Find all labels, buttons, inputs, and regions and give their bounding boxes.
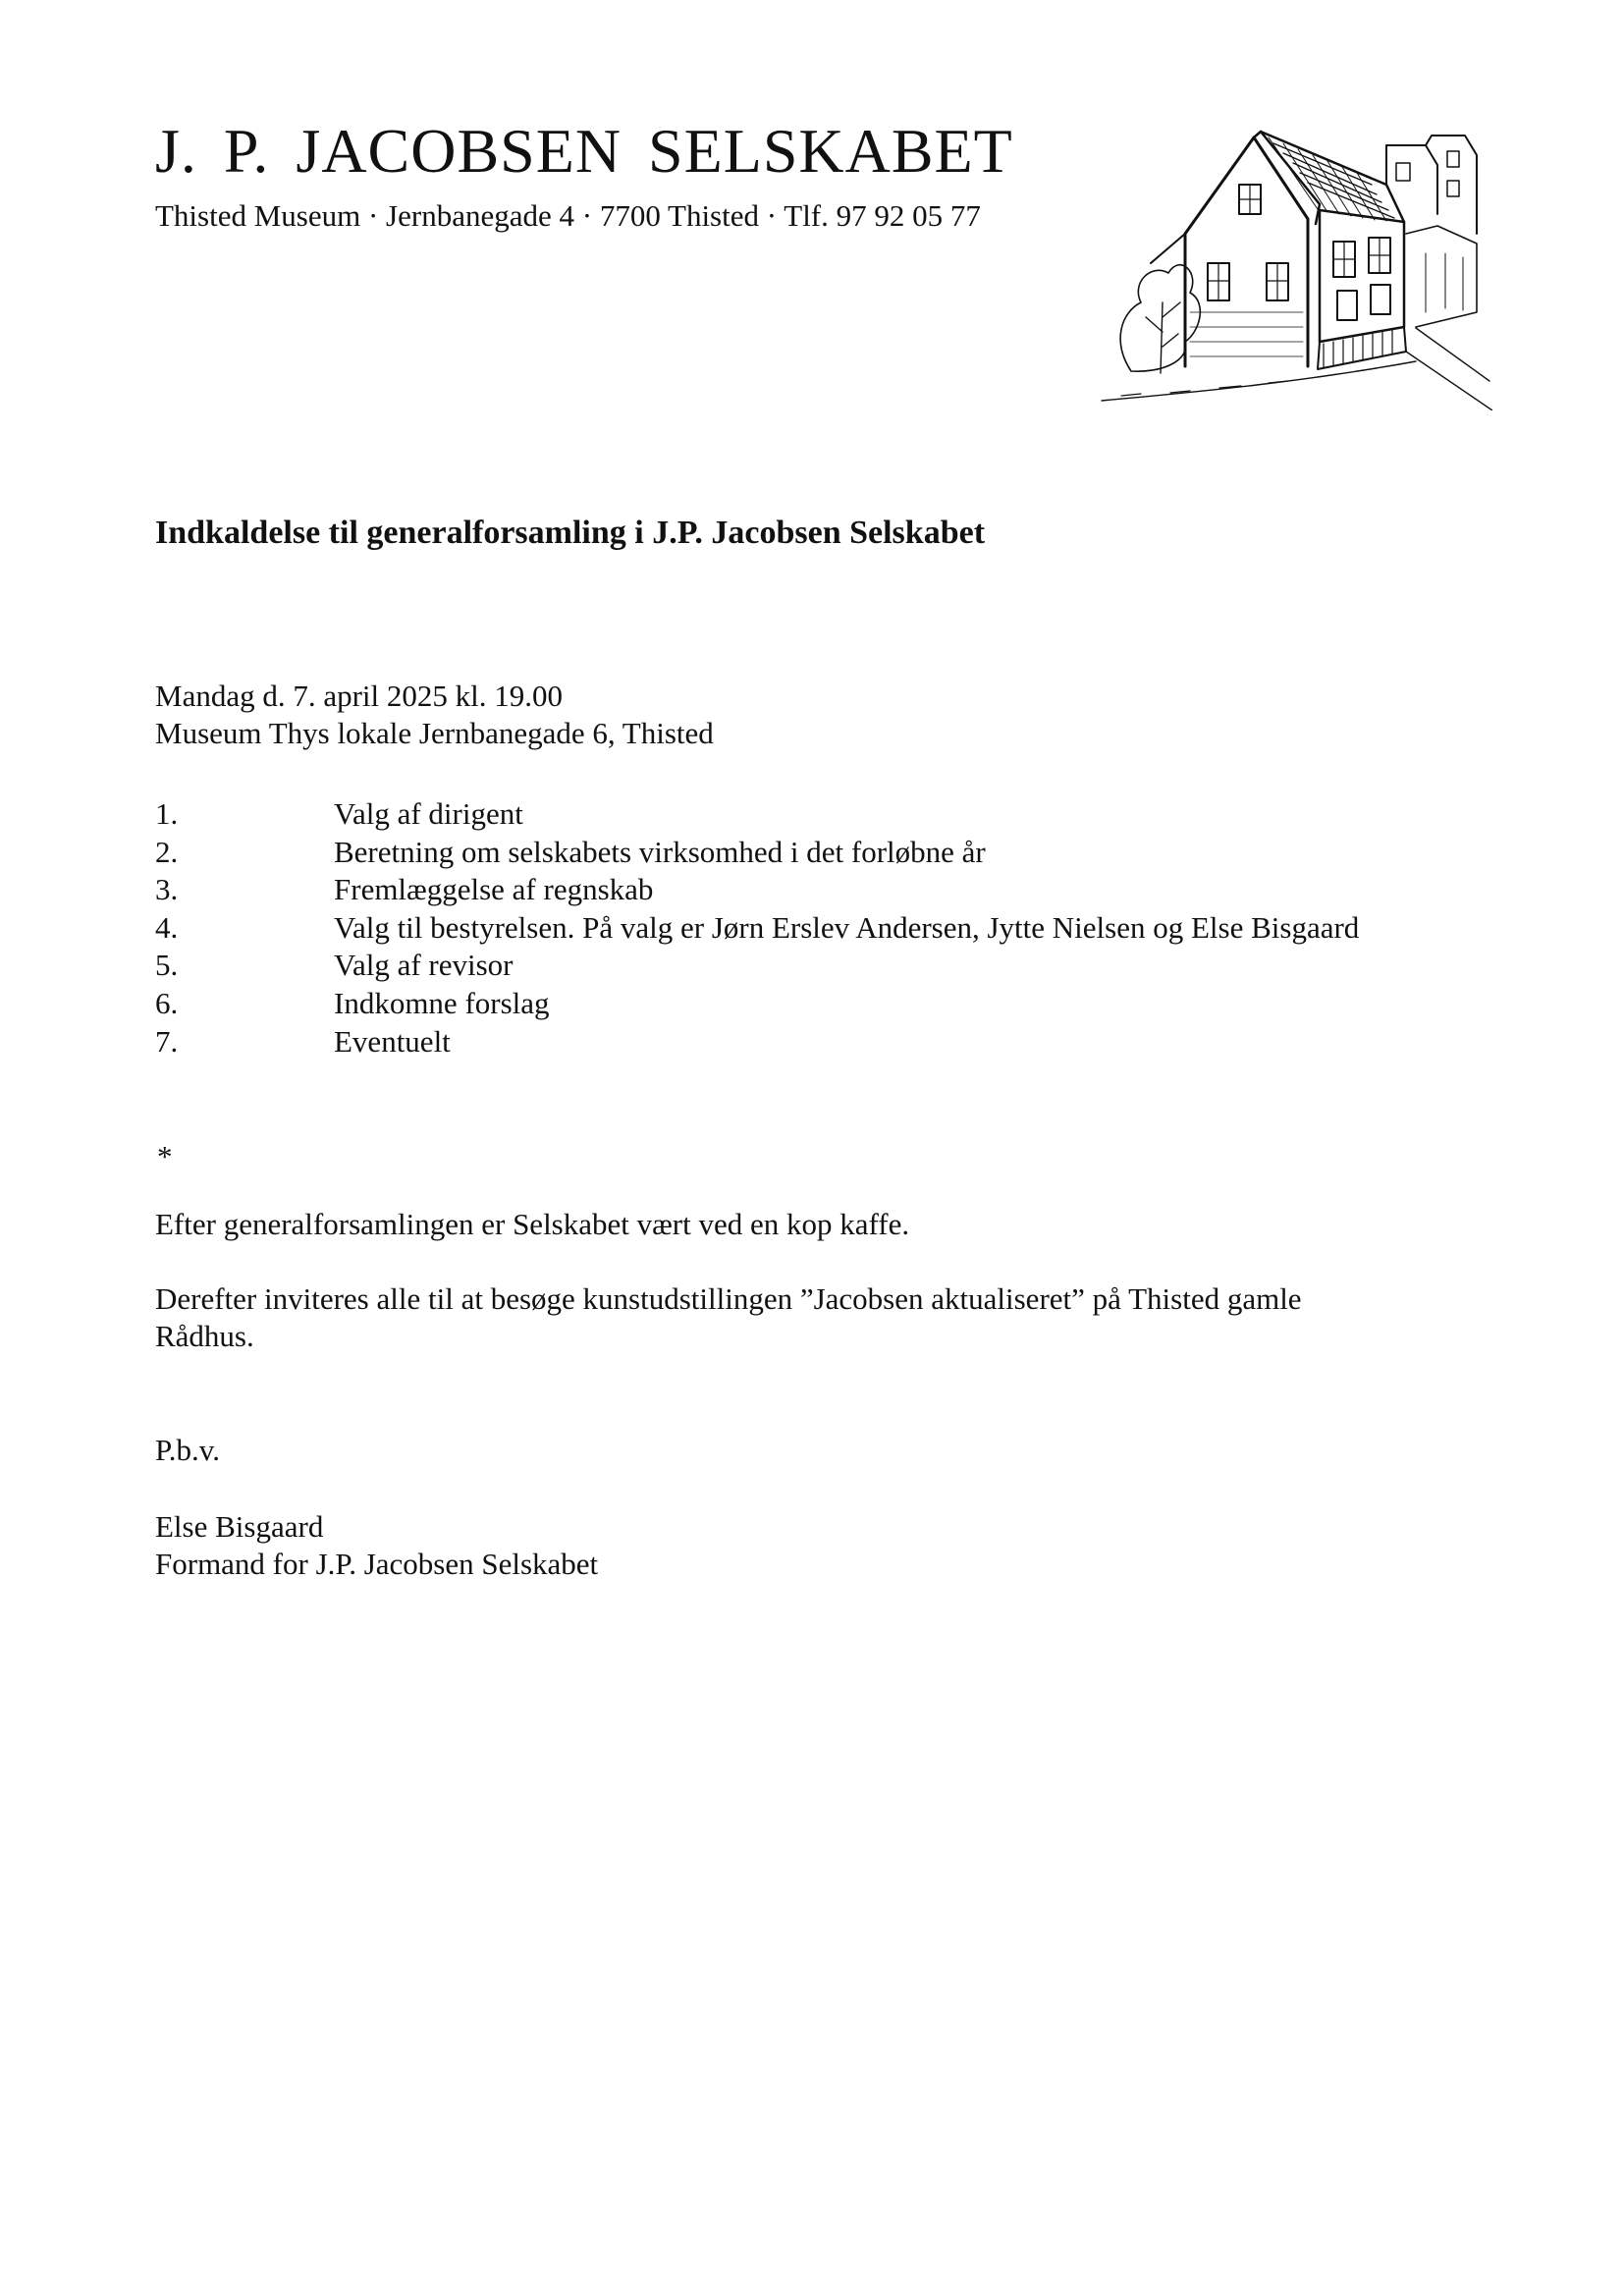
invite-paragraph (155, 1280, 1432, 1355)
agenda-item-number: 5. (155, 948, 179, 983)
agenda-item-text: Valg af dirigent (334, 796, 523, 831)
page-title: Indkaldelse til generalforsamling i J.P. Jacobsen Selskabet (155, 515, 986, 551)
agenda-item-text: Valg af revisor (334, 948, 514, 983)
signature-role: Formand for J.P. Jacobsen Selskabet (155, 1547, 599, 1581)
agenda-item-text: Indkomne forslag (334, 985, 550, 1020)
agenda-item (155, 947, 1359, 985)
agenda-item-number: 7. (155, 1023, 179, 1059)
agenda-item-text: Beretning om selskabets virksomhed i det forløbne år (334, 834, 986, 869)
agenda-item-number: 6. (155, 985, 179, 1020)
agenda-item-text: Eventuelt (334, 1023, 451, 1059)
meeting-info (155, 678, 714, 752)
agenda-item-number: 2. (155, 834, 179, 869)
agenda-list (155, 795, 1359, 1061)
invite-line: Rådhus. (155, 1319, 254, 1353)
signature-block (155, 1508, 598, 1583)
agenda-item-text: Fremlæggelse af regnskab (334, 872, 654, 907)
agenda-item (155, 871, 1359, 909)
letterhead-address: Thisted Museum · Jernbanegade 4 · 7700 Thisted · Tlf. 97 92 05 77 (155, 198, 981, 233)
agenda-item-number: 1. (155, 796, 179, 831)
agenda-item (155, 1023, 1359, 1061)
section-separator: * (157, 1139, 173, 1173)
agenda-item (155, 795, 1359, 834)
house-sketch-icon (1092, 116, 1492, 410)
invite-line: Derefter inviteres alle til at besøge kunstudstillingen ”Jacobsen aktualiseret” på Thisted gamle (155, 1281, 1302, 1316)
agenda-item (155, 985, 1359, 1023)
letterhead-title: J. P. JACOBSEN SELSKABET (155, 116, 1013, 186)
agenda-item-number: 3. (155, 872, 179, 907)
meeting-place: Museum Thys lokale Jernbanegade 6, Thisted (155, 716, 714, 750)
closing: P.b.v. (155, 1433, 221, 1467)
agenda-item-number: 4. (155, 909, 179, 945)
coffee-paragraph: Efter generalforsamlingen er Selskabet vært ved en kop kaffe. (155, 1207, 910, 1241)
agenda-item-text: Valg til bestyrelsen. På valg er Jørn Erslev Andersen, Jytte Nielsen og Else Bisgaard (334, 909, 1360, 945)
signature-name: Else Bisgaard (155, 1509, 324, 1544)
meeting-date: Mandag d. 7. april 2025 kl. 19.00 (155, 679, 564, 713)
agenda-item (155, 834, 1359, 872)
agenda-item (155, 909, 1359, 948)
